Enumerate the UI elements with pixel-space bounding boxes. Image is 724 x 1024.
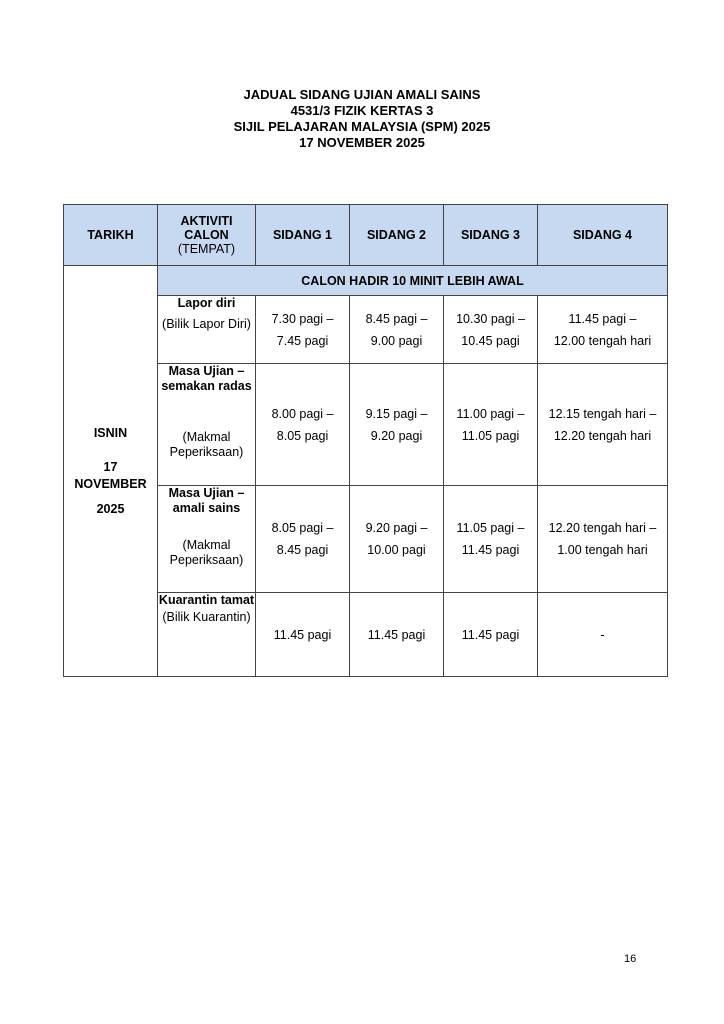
time-cell-s4 xyxy=(538,296,668,364)
activity-place: (Bilik Lapor Diri) xyxy=(162,317,251,331)
page-number: 16 xyxy=(624,953,637,965)
activity-name: Masa Ujian – semakan radas xyxy=(161,364,252,393)
time-end: 1.00 tengah hari xyxy=(557,543,648,557)
time-start: 11.00 pagi – xyxy=(456,406,525,421)
time-cell-s1 xyxy=(256,296,350,364)
activity-name: Kuarantin tamat xyxy=(158,593,255,607)
time-cell-s4 xyxy=(538,486,668,593)
notice-row xyxy=(64,266,668,296)
time-start: 7.30 pagi – xyxy=(271,311,334,326)
header-tempat-label: (TEMPAT) xyxy=(177,242,236,256)
time-end: 10.00 pagi xyxy=(367,543,426,557)
header-sidang-1: SIDANG 1 xyxy=(256,205,350,266)
date-number: 17 xyxy=(103,459,118,474)
activity-cell xyxy=(158,364,256,486)
time-cell-s2 xyxy=(350,364,444,486)
time-end: 12.00 tengah hari xyxy=(553,333,652,348)
time-end: 11.45 pagi xyxy=(461,543,520,557)
time-value: 11.45 pagi xyxy=(461,627,520,642)
time-end: 9.20 pagi xyxy=(370,428,423,443)
time-start: 11.45 pagi – xyxy=(568,311,637,326)
schedule-table xyxy=(63,204,668,677)
activity-place: (Makmal Peperiksaan) xyxy=(169,430,244,459)
notice-banner: CALON HADIR 10 MINIT LEBIH AWAL xyxy=(158,266,668,296)
header-sidang-3: SIDANG 3 xyxy=(444,205,538,266)
time-start: 8.45 pagi – xyxy=(365,311,428,326)
table-header-row xyxy=(64,205,668,266)
time-end: 11.05 pagi xyxy=(461,428,520,443)
time-start: 12.15 tengah hari – xyxy=(548,406,657,421)
time-cell-s4 xyxy=(538,364,668,486)
time-end: 7.45 pagi xyxy=(276,333,329,348)
time-cell-s1 xyxy=(256,364,350,486)
time-start: 9.15 pagi – xyxy=(365,406,428,421)
header-aktiviti-label: AKTIVITI CALON xyxy=(180,214,233,242)
time-end: 8.05 pagi xyxy=(276,428,329,443)
time-cell-s1 xyxy=(256,593,350,677)
time-value: 11.45 pagi xyxy=(273,627,332,642)
activity-place: (Makmal Peperiksaan) xyxy=(169,538,244,567)
header-sidang-2: SIDANG 2 xyxy=(350,205,444,266)
activity-cell xyxy=(158,296,256,364)
time-cell-s1 xyxy=(256,486,350,593)
time-end: 10.45 pagi xyxy=(461,333,520,348)
header-tarikh: TARIKH xyxy=(64,205,158,266)
title-line-1: JADUAL SIDANG UJIAN AMALI SAINS xyxy=(243,87,481,102)
header-sidang-4: SIDANG 4 xyxy=(538,205,668,266)
document-title xyxy=(0,87,724,151)
title-line-2: 4531/3 FIZIK KERTAS 3 xyxy=(290,103,434,118)
time-cell-s3 xyxy=(444,364,538,486)
time-value: 11.45 pagi xyxy=(367,627,426,642)
time-end: 8.45 pagi xyxy=(276,543,329,557)
date-month: NOVEMBER xyxy=(74,476,147,491)
time-start: 12.20 tengah hari – xyxy=(548,521,657,535)
time-cell-s3 xyxy=(444,486,538,593)
activity-name: Masa Ujian – amali sains xyxy=(168,486,245,515)
activity-name: Lapor diri xyxy=(177,296,236,310)
time-start: 10.30 pagi – xyxy=(456,311,525,326)
time-cell-s4 xyxy=(538,593,668,677)
time-end: 9.00 pagi xyxy=(370,333,423,348)
activity-cell xyxy=(158,486,256,593)
title-line-3: SIJIL PELAJARAN MALAYSIA (SPM) 2025 xyxy=(233,119,491,134)
activity-cell xyxy=(158,593,256,677)
time-cell-s2 xyxy=(350,296,444,364)
time-start: 11.05 pagi – xyxy=(456,521,525,535)
time-end: 12.20 tengah hari xyxy=(553,428,652,443)
header-aktiviti xyxy=(158,205,256,266)
time-start: 8.05 pagi – xyxy=(271,521,334,535)
date-cell xyxy=(64,266,158,677)
title-line-4: 17 NOVEMBER 2025 xyxy=(299,135,425,150)
date-year: 2025 xyxy=(96,501,125,516)
time-value: - xyxy=(600,627,605,642)
time-cell-s2 xyxy=(350,593,444,677)
time-cell-s2 xyxy=(350,486,444,593)
time-cell-s3 xyxy=(444,593,538,677)
activity-place: (Bilik Kuarantin) xyxy=(162,610,251,624)
time-start: 9.20 pagi – xyxy=(365,521,428,535)
time-cell-s3 xyxy=(444,296,538,364)
time-start: 8.00 pagi – xyxy=(271,406,334,421)
date-day: ISNIN xyxy=(93,425,128,440)
